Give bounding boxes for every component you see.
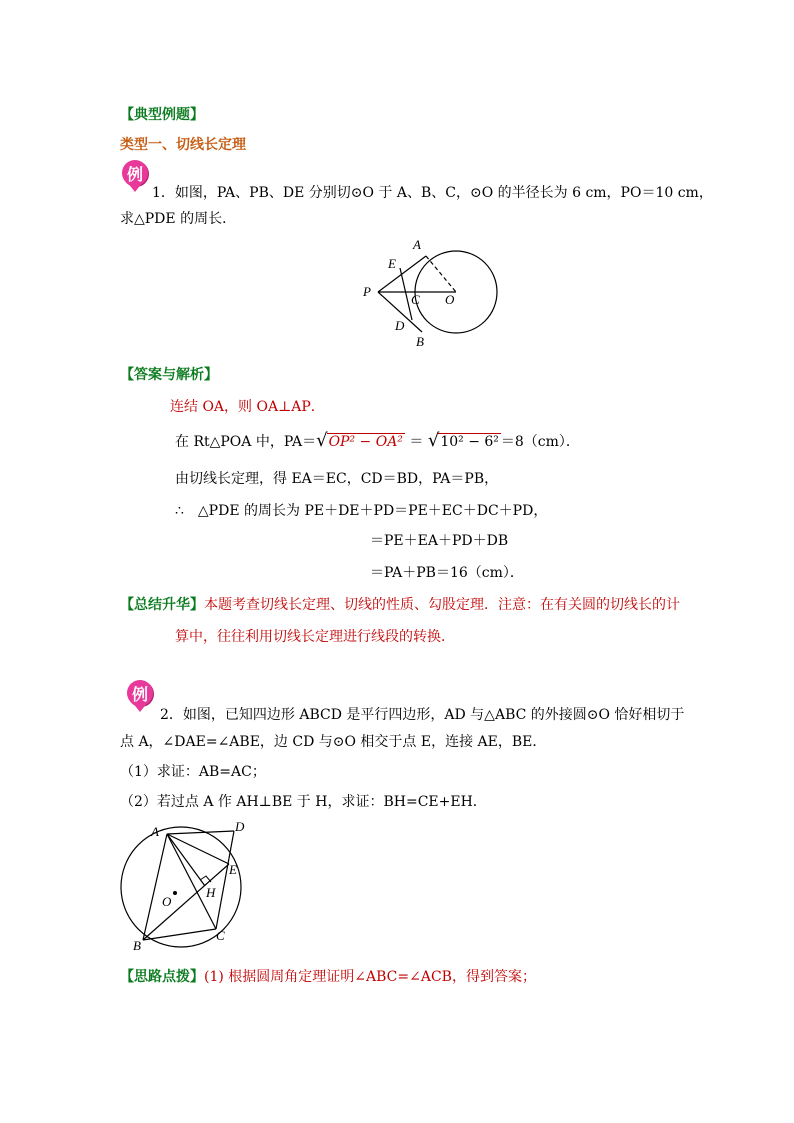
answer-line3: 由切线长定理，得 EA＝EC，CD＝BD，PA＝PB，: [175, 471, 499, 487]
ex2-question-line1: 2．如图，已知四边形 ABCD 是平行四边形，AD 与△ABC 的外接圆⊙O 恰好相切于: [160, 707, 685, 723]
ex1-line-AO: [426, 256, 456, 292]
ex2-line-AH: [167, 834, 205, 886]
ex2-figure: [110, 815, 270, 955]
hint-heading: 【思路点拨】: [120, 969, 204, 985]
example-badge-1: 例: [122, 160, 148, 186]
ex1-question-line2: 求△PDE 的周长．: [120, 211, 237, 227]
ex1-figure: [355, 232, 515, 350]
answer-line5: ＝PE＋EA＋PD＋DB: [370, 533, 509, 549]
ex2-label-E: E: [229, 862, 237, 877]
ex1-label-D: D: [395, 318, 405, 333]
ex2-line-AE: [167, 834, 229, 864]
ex2-line-AD: [167, 831, 234, 834]
summary-line1: 【总结升华】本题考查切线长定理、切线的性质、勾股定理．注意：在有关圆的切线长的计: [120, 597, 680, 613]
typical-examples-heading: 【典型例题】: [120, 107, 204, 123]
ex2-part2: （2）若过点 A 作 AH⊥BE 于 H，求证：BH=CE+EH．: [120, 794, 487, 810]
ex2-label-D: D: [235, 819, 245, 834]
answer-heading: 【答案与解析】: [120, 367, 218, 383]
hint-line1: 【思路点拨】(1) 根据圆周角定理证明∠ABC=∠ACB，得到答案；: [120, 969, 536, 985]
example-badge-2: 例: [127, 680, 153, 706]
answer-line4: ∴ △PDE 的周长为 PE＋DE＋PD＝PE＋EC＋DC＋PD，: [175, 503, 548, 519]
ex1-label-O: O: [445, 292, 455, 307]
example-badge-2-tail: [132, 702, 148, 712]
ex2-question-line2: 点 A，∠DAE=∠ABE，边 CD 与⊙O 相交于点 E，连接 AE，BE．: [120, 734, 547, 750]
answer-line1: 连结 OA，则 OA⊥AP．: [170, 399, 325, 415]
ex1-label-C: C: [411, 292, 420, 307]
ex1-label-P: P: [363, 284, 371, 299]
ex1-label-E: E: [388, 256, 396, 271]
ex2-part1: （1）求证：AB=AC；: [120, 764, 266, 780]
ex1-question-line1: 1．如图，PA、PB、DE 分别切⊙O 于 A、B、C，⊙O 的半径长为 6 cm，PO＝10 cm，: [152, 185, 713, 201]
ex2-label-C: C: [216, 928, 225, 943]
ex2-label-O: O: [162, 894, 172, 909]
ex2-label-B: B: [133, 938, 141, 953]
type1-heading: 类型一、切线长定理: [120, 137, 246, 153]
summary-heading: 【总结升华】: [120, 597, 204, 613]
summary-line2: 算中，往往利用切线长定理进行线段的转换．: [175, 629, 455, 645]
answer-line2: 在 Rt△POA 中，PA＝√OP² − OA² ＝ √10² − 6² ＝8（cm）．: [175, 430, 580, 451]
ex2-line-AB: [143, 834, 167, 940]
answer-line6: ＝PA＋PB＝16（cm）．: [370, 565, 524, 581]
ex1-label-B: B: [416, 334, 424, 349]
example-badge-1-tail: [127, 182, 143, 192]
ex2-center-dot: [173, 891, 177, 895]
ex1-label-A: A: [413, 237, 421, 252]
ex2-label-A: A: [151, 824, 159, 839]
ex2-label-H: H: [206, 885, 216, 900]
